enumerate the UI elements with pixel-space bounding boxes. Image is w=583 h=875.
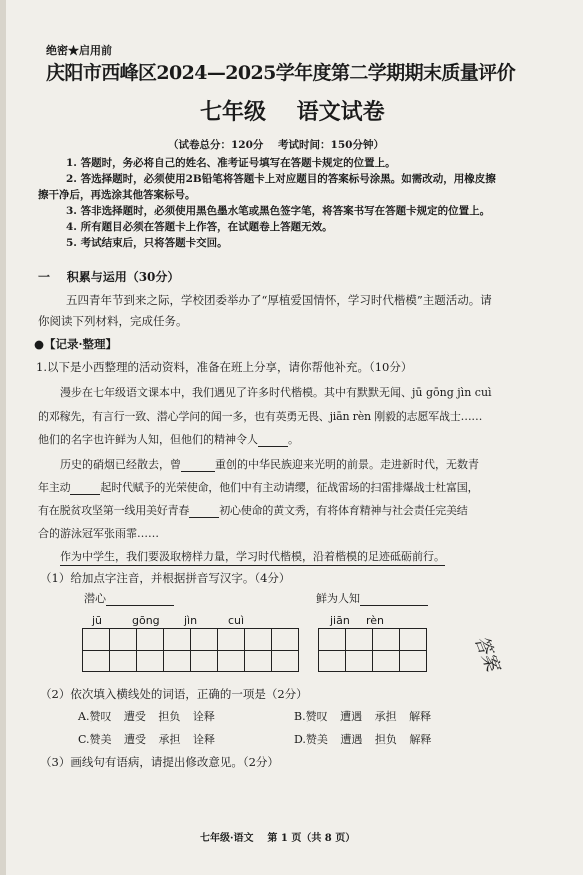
word-b-text: 鲜为人知 [316, 592, 360, 605]
exam-subtitle: 七年级 语文试卷 [200, 99, 385, 125]
passage-line-4 [60, 456, 479, 472]
grid-cell [373, 629, 400, 671]
pinyin-ju: jū [92, 614, 103, 627]
passage-line-1: 漫步在七年级语文课本中，我们遇见了许多时代楷模。其中有默默无闻、jū gōng jìn cuì [60, 386, 492, 399]
question-1: 1.以下是小西整理的活动资料，准备在班上分享，请你帮他补充。（10分） [36, 360, 413, 374]
passage-line-7: 合的游泳冠军张雨霏…… [38, 527, 159, 540]
blank-3 [70, 481, 100, 495]
pinyin-jin: jìn [184, 614, 198, 627]
instruction-2: 2. 答选择题时，必须使用2B铅笔将答题卡上对应题目的答案标号涂黑。如需改动，用橡皮擦 [66, 173, 496, 185]
passage-text: 起时代赋予的光荣使命，他们中有主动请缨，征战雷场的扫雷排爆战士杜富国， [100, 481, 479, 494]
blank-4 [189, 504, 219, 518]
grid-cell [319, 629, 346, 671]
blank-word-a [106, 592, 174, 606]
passage-line-3 [38, 431, 299, 447]
page-footer: 七年级·语文 第 1 页（共 8 页） [200, 833, 356, 844]
page-edge-shadow [0, 0, 6, 875]
section-intro-2: 你阅读下列材料，完成任务。 [38, 314, 188, 328]
instruction-2-cont: 擦干净后，再选涂其他答案标号。 [38, 189, 196, 201]
blank-2 [181, 458, 215, 472]
grid-cell [110, 629, 137, 671]
grid-cell [137, 629, 164, 671]
underlined-sentence: 作为中学生，我们要汲取榜样力量，学习时代楷模，沿着楷模的足迹砥砺前行。 [60, 548, 445, 566]
passage-text: 历史的硝烟已经散去，曾 [60, 458, 181, 471]
confidential-label: 绝密★启用前 [46, 44, 112, 57]
passage-text: 年主动 [38, 481, 71, 494]
score-and-time: （试卷总分：120分 考试时间：150分钟） [168, 139, 384, 151]
option-b: B.赞叹 遭遇 承担 解释 [294, 710, 432, 723]
passage-text: 他们的名字也许鲜为人知，但他们的精神令人 [38, 433, 258, 446]
question-1-2: （2）依次填入横线处的词语，正确的一项是（2分） [40, 687, 308, 701]
passage-line-6 [38, 502, 468, 518]
word-b [316, 590, 428, 606]
pinyin-jian: jiān [330, 614, 350, 627]
instruction-1: 1. 答题时，务必将自己的姓名、准考证号填写在答题卡规定的位置上。 [66, 157, 396, 169]
pinyin-cui: cuì [228, 614, 245, 627]
subsection-record: ●【记录·整理】 [34, 337, 118, 351]
grid-cell [245, 629, 272, 671]
grid-cell [83, 629, 110, 671]
blank-1 [258, 433, 288, 447]
grid-cell [164, 629, 191, 671]
handwritten-mark: 答案 [470, 632, 504, 675]
option-d: D.赞美 遭遇 担负 解释 [294, 733, 432, 746]
word-a [84, 590, 174, 606]
grid-cell [218, 629, 245, 671]
option-c: C.赞美 遭受 承担 诠释 [78, 733, 216, 746]
instruction-3: 3. 答非选择题时，必须使用黑色墨水笔或黑色签字笔，将答案书写在答题卡规定的位置上。 [66, 205, 491, 217]
option-a: A.赞叹 遭受 担负 诠释 [78, 710, 215, 723]
section-heading: 一 积累与运用（30分） [38, 270, 180, 284]
instruction-5: 5. 考试结束后，只将答题卡交回。 [66, 237, 228, 249]
grid-cell [346, 629, 373, 671]
grid-cell [400, 629, 426, 671]
blank-word-b [360, 592, 428, 606]
passage-line-5 [38, 479, 478, 495]
passage-text: 重创的中华民族迎来光明的前景。走进新时代，无数青 [215, 458, 479, 471]
word-a-text: 潜心 [84, 592, 106, 605]
passage-text: 初心使命的黄文秀，有将体育精神与社会责任完美结 [219, 504, 468, 517]
grid-cell [191, 629, 218, 671]
passage-line-2: 的邓稼先，有言行一致、潜心学问的闻一多，也有英勇无畏、jiān rèn 刚毅的志愿军战士…… [38, 410, 483, 423]
section-intro-1: 五四青年节到来之际，学校团委举办了“厚植爱国情怀，学习时代楷模”主题活动。请 [66, 293, 492, 307]
passage-punct: 。 [288, 433, 299, 446]
instruction-4: 4. 所有题目必须在答题卡上作答，在试题卷上答题无效。 [66, 221, 333, 233]
question-1-1: （1）给加点字注音，并根据拼音写汉字。（4分） [40, 571, 291, 585]
grid-cell [272, 629, 298, 671]
char-grid-a [82, 628, 299, 672]
passage-text: 有在脱贫攻坚第一线用美好青春 [38, 504, 190, 517]
pinyin-ren: rèn [366, 614, 385, 627]
pinyin-gong: gōng [132, 614, 160, 627]
char-grid-b [318, 628, 427, 672]
question-1-3: （3）画线句有语病，请提出修改意见。（2分） [40, 755, 279, 769]
exam-title: 庆阳市西峰区2024—2025学年度第二学期期末质量评价 [46, 62, 515, 84]
